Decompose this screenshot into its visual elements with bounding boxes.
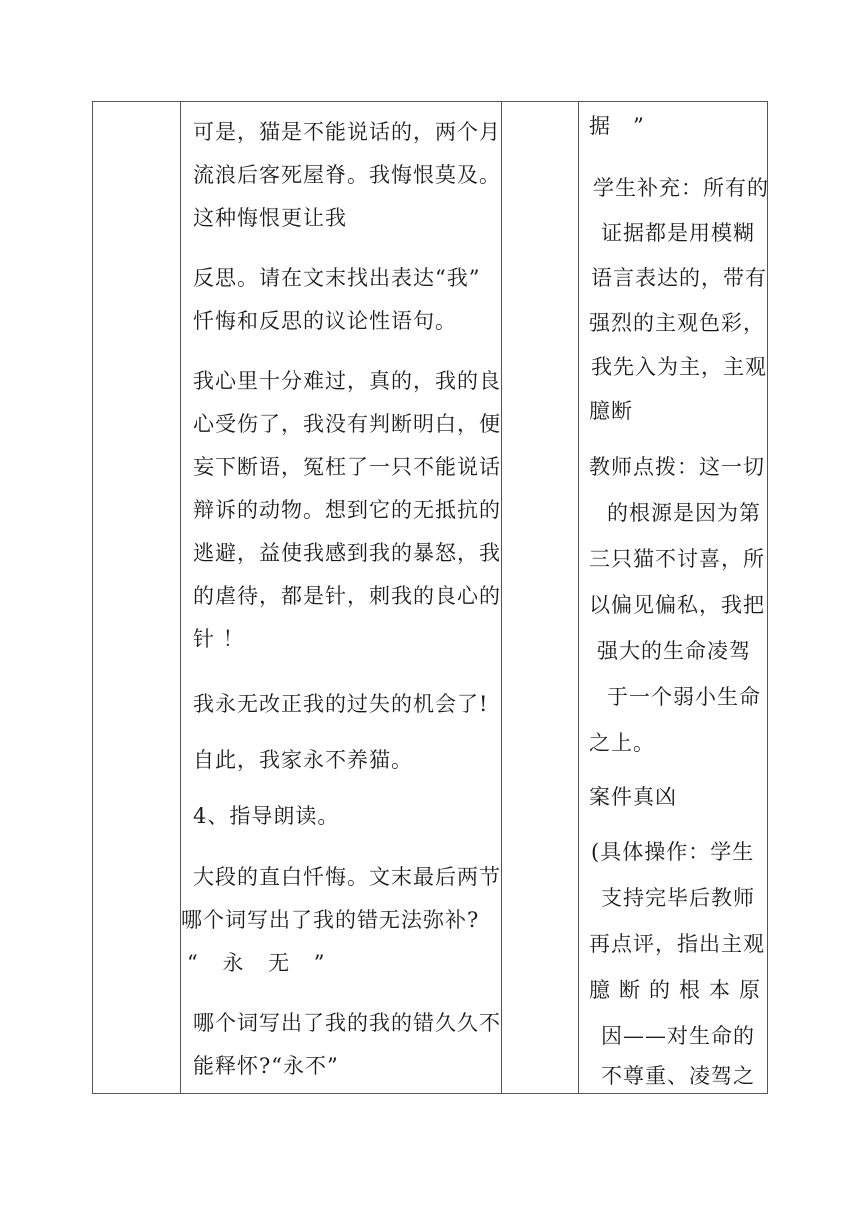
table-cell-teaching-content <box>181 102 502 1094</box>
text-line: 辩诉的动物。想到它的无抵抗的 <box>193 498 501 522</box>
text-line: 哪个词写出了我的我的错久久不 <box>193 1011 501 1035</box>
text-line: 哪个词写出了我的错无法弥补? <box>181 908 480 932</box>
text-line: 逃避，益使我感到我的暴怒，我 <box>193 541 501 565</box>
text-line: 这种悔恨更让我 <box>193 206 347 230</box>
text-line: 针 ！ <box>193 627 245 651</box>
text-line: 我心里十分难过，真的，我的良 <box>193 369 501 393</box>
table-row <box>93 102 768 1094</box>
text-line: 三只猫不讨喜，所 <box>589 547 765 571</box>
text-line: 强烈的主观色彩， <box>589 311 765 335</box>
lesson-plan-table <box>92 101 768 1094</box>
text-line: 4、指导朗读。 <box>193 804 340 828</box>
text-line: 能释怀?“永不” <box>193 1054 339 1078</box>
text-line: 教师点拨：这一切 <box>589 455 765 479</box>
text-line: 大段的直白忏悔。文末最后两节 <box>193 865 501 889</box>
text-line: 之上。 <box>589 731 655 755</box>
text-line: 语言表达的，带有 <box>591 266 767 290</box>
text-line: 于一个弱小生命 <box>607 685 761 709</box>
text-line: 支持完毕后教师 <box>601 886 755 910</box>
text-line: 心受伤了，我没有判断明白，便 <box>193 412 501 436</box>
text-line: 据 ” <box>589 114 645 138</box>
text-line: “ 永 无 ” <box>187 951 334 975</box>
text-line: 再点评，指出主观 <box>589 932 765 956</box>
text-line: 学生补充：所有的 <box>593 176 769 200</box>
text-line: 不尊重、凌驾之 <box>601 1064 755 1088</box>
text-line: 流浪后客死屋脊。我悔恨莫及。 <box>193 163 501 187</box>
table-cell-col1 <box>93 102 181 1094</box>
table-cell-design-intent <box>579 102 768 1094</box>
text-line: 自此，我家永不养猫。 <box>193 748 413 772</box>
text-line: 忏悔和反思的议论性语句。 <box>193 309 457 333</box>
text-line: 的虐待，都是针，刺我的良心的 <box>193 584 501 608</box>
text-line: 反思。请在文末找出表达“我” <box>193 266 481 290</box>
text-line: 强大的生命凌驾 <box>597 639 751 663</box>
text-line: 臆断的根本原 <box>589 978 769 1002</box>
text-line: 的根源是因为第 <box>607 501 761 525</box>
text-line: 证据都是用模糊 <box>601 221 755 245</box>
text-line: 我先入为主，主观 <box>591 355 767 379</box>
text-line: 因——对生命的 <box>601 1024 755 1048</box>
text-line: 以偏见偏私，我把 <box>589 593 765 617</box>
table-cell-col3 <box>502 102 579 1094</box>
text-line: 案件真凶 <box>589 785 677 809</box>
text-line: 我永无改正我的过失的机会了! <box>193 692 489 716</box>
text-line: 妄下断语，冤枉了一只不能说话 <box>193 455 501 479</box>
text-line: (具体操作：学生 <box>591 840 755 864</box>
text-line: 臆断 <box>589 399 633 423</box>
text-line: 可是，猫是不能说话的，两个月 <box>193 120 501 144</box>
